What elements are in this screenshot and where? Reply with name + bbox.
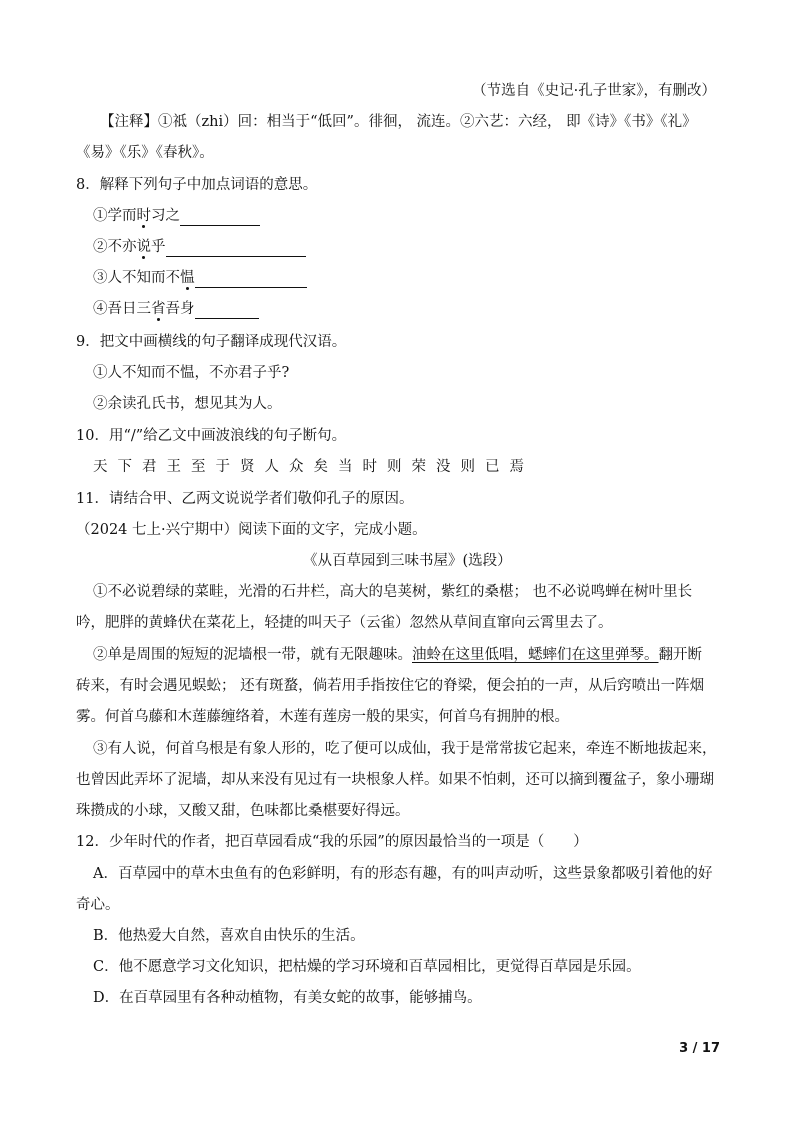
passage-title: 《从百草园到三味书屋》(选段） — [303, 553, 512, 569]
question-8-item-1: ①学而时习之 — [93, 206, 260, 226]
paragraph-3-line-1: ③有人说，何首乌根是有象人形的，吃了便可以成仙，我于是常常拔它起来，牵连不断地拔起来， — [93, 741, 717, 757]
answer-blank[interactable] — [195, 302, 259, 319]
answer-blank[interactable] — [180, 209, 260, 226]
question-8-item-4: ④吾日三省吾身 — [93, 299, 259, 319]
paragraph-3-line-3: 珠攒成的小球，又酸又甜，色味都比桑椹要好得远。 — [76, 803, 410, 819]
option-d[interactable]: D．在百草园里有各种动植物，有美女蛇的故事，能够捕鸟。 — [93, 990, 482, 1006]
question-9-stem: 9．把文中画横线的句子翻译成现代汉语。 — [76, 334, 347, 350]
annotation-line-1: 【注释】①祗（zhi）回：相当于“低回”。徘徊， 流连。②六艺：六经， 即《诗》《书》《礼》 — [100, 114, 697, 130]
option-a-line-2: 奇心。 — [76, 897, 120, 913]
question-10-stem: 10．用“/”给乙文中画波浪线的句子断句。 — [76, 428, 347, 444]
question-9-item-2: ②余读孔氏书，想见其为人。 — [93, 396, 282, 412]
question-11-stem: 11．请结合甲、乙两文说说学者们敬仰孔子的原因。 — [76, 491, 414, 507]
paragraph-2-line-3: 雾。何首乌藤和木莲藤缠络着，木莲有莲房一般的果实，何首乌有拥肿的根。 — [76, 709, 569, 725]
underlined-sentence: 油蛉在这里低唱，蟋蟀们在这里弹琴。 — [412, 647, 659, 663]
question-12-stem: 12．少年时代的作者，把百草园看成“我的乐园”的原因最恰当的一项是（ ） — [76, 834, 588, 850]
question-8-item-2: ②不亦说乎 — [93, 237, 306, 257]
answer-blank[interactable] — [166, 240, 306, 257]
question-8-item-3: ③人不知而不愠 — [93, 268, 307, 288]
paragraph-3-line-2: 也曾因此弄坏了泥墙，却从来没有见过有一块根象人样。如果不怕刺，还可以摘到覆盆子，象小珊瑚 — [76, 772, 714, 788]
question-10-text: 天下君王至于贤人众矣当时则荣没则已焉 — [93, 459, 534, 475]
paragraph-2-line-1: ②单是周围的短短的泥墙根一带，就有无限趣味。油蛉在这里低唱，蟋蟀们在这里弹琴。翻开断 — [93, 647, 702, 663]
paragraph-1-line-2: 吟，肥胖的黄蜂伏在菜花上，轻捷的叫天子（云雀）忽然从草间直窜向云霄里去了。 — [76, 615, 613, 631]
question-9-item-1: ①人不知而不愠，不亦君子乎? — [93, 365, 290, 381]
passage-intro: （2024 七上·兴宁期中）阅读下面的文字，完成小题。 — [76, 522, 427, 538]
option-c[interactable]: C．他不愿意学习文化知识，把枯燥的学习环境和百草园相比，更觉得百草园是乐园。 — [93, 959, 641, 975]
answer-blank[interactable] — [195, 271, 307, 288]
source-note: （节选自《史记·孔子世家》，有删改） — [472, 83, 716, 99]
paragraph-1-line-1: ①不必说碧绿的菜畦，光滑的石井栏，高大的皂荚树，紫红的桑椹； 也不必说鸣蝉在树叶里长 — [93, 584, 693, 600]
annotation-line-2: 《易》《乐》《春秋》。 — [76, 145, 214, 161]
page-number: 3 / 17 — [679, 1041, 720, 1056]
option-b[interactable]: B．他热爱大自然，喜欢自由快乐的生活。 — [93, 928, 365, 944]
question-8-stem: 8．解释下列句子中加点词语的意思。 — [76, 177, 318, 193]
option-a-line-1[interactable]: A．百草园中的草木虫鱼有的色彩鲜明，有的形态有趣，有的叫声动听，这些景象都吸引着他的好 — [93, 866, 713, 882]
paragraph-2-line-2: 砖来，有时会遇见蜈蚣； 还有斑蝥，倘若用手指按住它的脊梁，便会拍的一声，从后窍喷出一阵烟 — [76, 678, 705, 694]
